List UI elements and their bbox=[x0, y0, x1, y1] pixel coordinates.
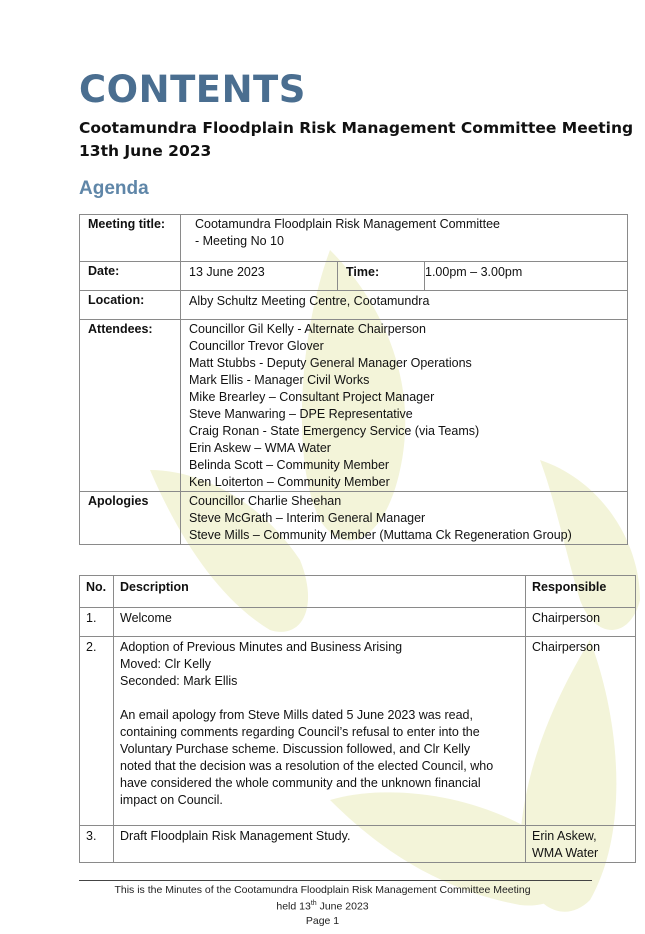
meeting-title-line: Cootamundra Floodplain Risk Management Committee bbox=[195, 217, 501, 231]
apology: Councillor Charlie Sheehan bbox=[189, 494, 342, 508]
description-line: Voluntary Purchase scheme. Discussion followed, and Clr Kelly bbox=[120, 742, 471, 756]
item-description bbox=[114, 608, 526, 637]
apology: Steve McGrath – Interim General Manager bbox=[189, 511, 426, 525]
responsible-line: WMA Water bbox=[532, 846, 599, 860]
date-label: Date: bbox=[80, 262, 181, 291]
col-header-responsible: Responsible bbox=[526, 576, 636, 608]
attendee: Steve Manwaring – DPE Representative bbox=[189, 407, 413, 421]
attendee: Mike Brearley – Consultant Project Manager bbox=[189, 390, 435, 404]
description-line: noted that the decision was a resolution of the elected Council, who bbox=[120, 759, 494, 773]
meeting-title-label: Meeting title: bbox=[80, 215, 181, 262]
item-number: 2. bbox=[80, 637, 114, 826]
meeting-number-line: - Meeting No 10 bbox=[195, 234, 284, 248]
attendee: Craig Ronan - State Emergency Service (via Teams) bbox=[189, 424, 480, 438]
paragraph-spacer bbox=[120, 690, 521, 707]
description-line: An email apology from Steve Mills dated 5 June 2023 was read, bbox=[120, 708, 473, 722]
item-description bbox=[114, 826, 526, 863]
col-header-description: Description bbox=[114, 576, 526, 608]
apologies-list bbox=[181, 492, 628, 545]
attendees-label: Attendees: bbox=[80, 320, 181, 492]
description-line: have considered the whole community and the unknown financial bbox=[120, 776, 481, 790]
meeting-info-table bbox=[79, 214, 628, 545]
time-label: Time: bbox=[338, 262, 425, 291]
attendee: Belinda Scott – Community Member bbox=[189, 458, 390, 472]
page-number: Page 1 bbox=[305, 914, 340, 927]
item-number: 1. bbox=[80, 608, 114, 637]
attendee: Councillor Gil Kelly - Alternate Chairperson bbox=[189, 322, 426, 336]
agenda-heading: Agenda bbox=[79, 178, 149, 199]
footer-ordinal: th bbox=[310, 900, 317, 907]
date-value: 13 June 2023 bbox=[181, 262, 338, 291]
table-row bbox=[80, 826, 636, 863]
footer-divider bbox=[79, 880, 592, 881]
description-line: Seconded: Mark Ellis bbox=[120, 674, 238, 688]
table-row bbox=[80, 608, 636, 637]
meeting-date-subtitle: 13th June 2023 bbox=[79, 142, 212, 160]
footer-held-suffix: June 2023 bbox=[316, 900, 369, 913]
time-value: 1.00pm – 3.00pm bbox=[425, 262, 628, 291]
attendees-list bbox=[181, 320, 628, 492]
agenda-items-table bbox=[79, 575, 636, 863]
item-number: 3. bbox=[80, 826, 114, 863]
apology: Steve Mills – Community Member (Muttama Ck Regeneration Group) bbox=[189, 528, 572, 542]
description-line: Welcome bbox=[120, 611, 172, 625]
attendee: Matt Stubbs - Deputy General Manager Operations bbox=[189, 356, 472, 370]
item-responsible bbox=[526, 637, 636, 826]
meeting-subtitle: Cootamundra Floodplain Risk Management Committee Meeting bbox=[79, 119, 634, 137]
responsible-line: Erin Askew, bbox=[532, 829, 597, 843]
footer-line-2 bbox=[0, 897, 645, 914]
attendee: Erin Askew – WMA Water bbox=[189, 441, 331, 455]
col-header-no: No. bbox=[80, 576, 114, 608]
description-line: containing comments regarding Council’s refusal to enter into the bbox=[120, 725, 480, 739]
table-row bbox=[80, 637, 636, 826]
description-line: Draft Floodplain Risk Management Study. bbox=[120, 829, 351, 843]
meeting-title-value bbox=[181, 215, 628, 262]
item-description bbox=[114, 637, 526, 826]
attendee: Mark Ellis - Manager Civil Works bbox=[189, 373, 370, 387]
location-value: Alby Schultz Meeting Centre, Cootamundra bbox=[181, 291, 628, 320]
page-title: CONTENTS bbox=[79, 68, 306, 111]
attendee: Councillor Trevor Glover bbox=[189, 339, 324, 353]
location-label: Location: bbox=[80, 291, 181, 320]
responsible-line: Chairperson bbox=[532, 611, 601, 625]
footer-line-1: This is the Minutes of the Cootamundra Floodplain Risk Management Committee Meeting bbox=[114, 884, 531, 896]
responsible-line: Chairperson bbox=[532, 640, 601, 654]
description-line: Adoption of Previous Minutes and Business Arising bbox=[120, 640, 403, 654]
item-responsible bbox=[526, 826, 636, 863]
footer-held-prefix: held 13 bbox=[276, 900, 311, 913]
description-line: impact on Council. bbox=[120, 793, 223, 807]
item-responsible bbox=[526, 608, 636, 637]
description-line: Moved: Clr Kelly bbox=[120, 657, 211, 671]
page-footer bbox=[0, 883, 645, 928]
apologies-label: Apologies bbox=[80, 492, 181, 545]
attendee: Ken Loiterton – Community Member bbox=[189, 475, 390, 489]
